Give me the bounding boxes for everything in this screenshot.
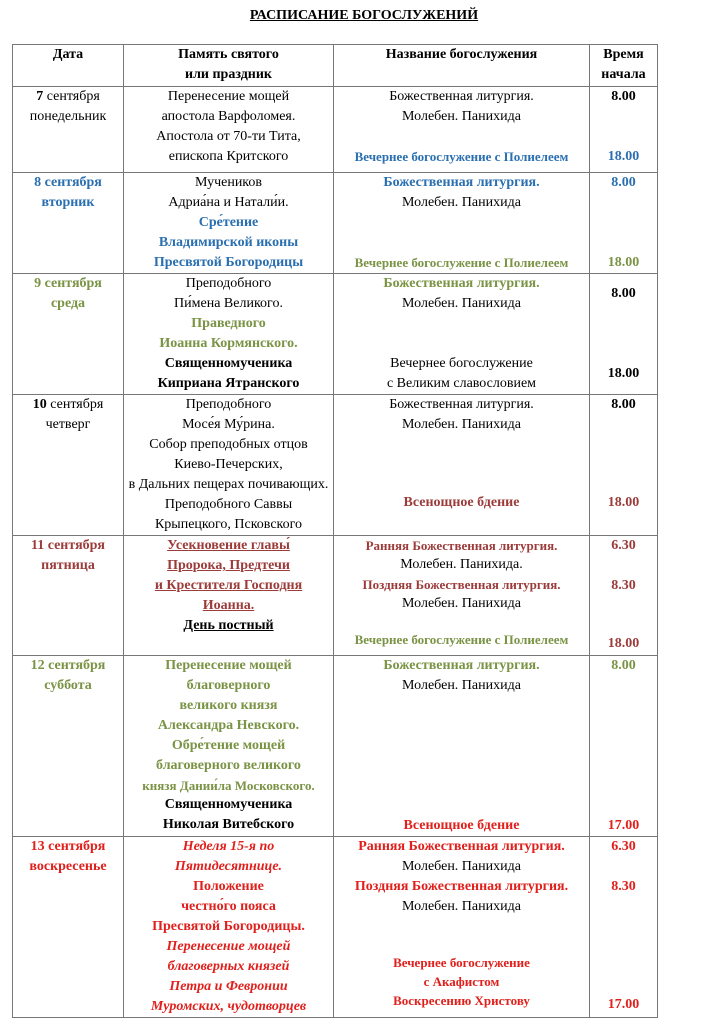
service-evening: Вечернее богослужение с Полиелеем: [354, 149, 569, 164]
memory-line: Неделя 15-я по: [182, 839, 275, 854]
memory-line: Апостола от 70-ти Тита,: [156, 129, 301, 144]
table-row: [13, 837, 658, 1018]
memory-line: в Дальних пещерах почивающих.: [128, 477, 329, 492]
date-label: 8 сентября: [34, 175, 102, 190]
memory-line: и Крестителя Господня: [154, 578, 303, 593]
header-date: Дата: [13, 45, 124, 87]
time-cell: [590, 87, 658, 173]
header-memory-line2: или праздник: [185, 67, 272, 82]
service-line: Молебен. Панихида: [402, 859, 521, 874]
memory-line: Положение: [193, 879, 264, 894]
date-cell: [13, 656, 124, 837]
weekday: пятница: [41, 558, 95, 573]
header-time-line1: Время: [603, 47, 644, 62]
weekday: вторник: [41, 195, 95, 210]
fast-day-label: День постный: [183, 618, 274, 633]
memory-line: Иоанна.: [202, 598, 255, 613]
service-line: Молебен. Панихида: [402, 296, 521, 311]
memory-line: Преподобного: [185, 397, 272, 412]
memory-line: Пресвятой Богородицы: [153, 255, 304, 270]
service-cell: [334, 87, 590, 173]
service-line: Молебен. Панихида: [402, 417, 521, 432]
date-cell: [13, 87, 124, 173]
service-vigil: Всенощное бдение: [403, 818, 520, 833]
service-line: Молебен. Панихида: [402, 596, 521, 611]
service-line: Молебен. Панихида: [402, 678, 521, 693]
date-label: 13 сентября: [30, 839, 106, 854]
service-line: Молебен. Панихида: [402, 109, 521, 124]
time-start: 8.00: [611, 658, 636, 673]
date-cell: [13, 274, 124, 395]
time-evening: 17.00: [607, 818, 640, 833]
service-line: Вечернее богослужение: [390, 356, 533, 371]
memory-line: Пророка, Предтечи: [167, 558, 290, 573]
memory-line: Пи́мена Великого.: [174, 296, 283, 311]
service-cell: [334, 837, 590, 1018]
table-row: [13, 395, 658, 536]
table-row: [13, 536, 658, 656]
memory-line: епископа Критского: [168, 149, 289, 164]
time-late: 8.30: [611, 578, 636, 593]
table-row: [13, 274, 658, 395]
memory-cell: [124, 173, 334, 274]
table-row: [13, 656, 658, 837]
service-cell: [334, 395, 590, 536]
time-evening: 18.00: [607, 255, 640, 270]
weekday: понедельник: [29, 109, 107, 124]
time-cell: [590, 536, 658, 656]
memory-cell: [124, 837, 334, 1018]
table-row: [13, 87, 658, 173]
header-time-line2: начала: [601, 67, 646, 82]
service-line: Божественная литургия.: [389, 397, 534, 412]
time-start: 8.00: [611, 286, 636, 301]
memory-line: Пятидесятнице.: [174, 859, 283, 874]
service-evening: с Акафистом: [423, 974, 500, 989]
service-line: Молебен. Панихида: [402, 195, 521, 210]
weekday: среда: [50, 296, 86, 311]
date-month: сентября: [46, 397, 104, 412]
time-early: 6.30: [611, 538, 636, 553]
time-early: 6.30: [611, 839, 636, 854]
memory-cell: [124, 395, 334, 536]
memory-line: честно́го пояса: [181, 899, 276, 914]
service-liturgy: Божественная литургия.: [383, 276, 540, 291]
date-cell: [13, 837, 124, 1018]
service-cell: [334, 173, 590, 274]
memory-cell: [124, 656, 334, 837]
service-line: Божественная литургия.: [389, 89, 534, 104]
date-cell: [13, 536, 124, 656]
service-evening: Вечернее богослужение: [393, 955, 530, 970]
memory-line: Киприана Ятранского: [157, 376, 300, 391]
time-cell: [590, 837, 658, 1018]
service-cell: [334, 656, 590, 837]
memory-cell: [124, 87, 334, 173]
memory-line: Преподобного: [185, 276, 272, 291]
service-line: Молебен. Панихида: [402, 899, 521, 914]
service-liturgy: Божественная литургия.: [383, 658, 540, 673]
header-memory: [124, 45, 334, 87]
date-number: 7: [36, 89, 44, 104]
memory-line: Адриа́на и Натали́и.: [168, 195, 289, 210]
page-title: РАСПИСАНИЕ БОГОСЛУЖЕНИЙ: [249, 8, 479, 23]
service-late-liturgy: Поздняя Божественная литургия.: [354, 879, 569, 894]
time-cell: [590, 656, 658, 837]
service-liturgy: Божественная литургия.: [383, 175, 540, 190]
memory-line: великого князя: [179, 698, 278, 713]
time-evening: 18.00: [607, 149, 640, 164]
memory-line: Собор преподобных отцов: [149, 437, 308, 452]
memory-line: Обре́тение мощей: [171, 738, 286, 753]
memory-line: Пресвятой Богородицы.: [152, 919, 305, 934]
schedule-table: [12, 44, 658, 1018]
header-memory-line1: Память святого: [178, 47, 279, 62]
service-evening: Вечернее богослужение с Полиелеем: [354, 632, 569, 647]
header-time: [590, 45, 658, 87]
date-cell: [13, 395, 124, 536]
memory-line: князя Дании́ла Московского.: [142, 778, 315, 793]
service-cell: [334, 274, 590, 395]
date-number: 10: [32, 397, 47, 412]
time-start: 8.00: [611, 175, 636, 190]
service-early-liturgy: Ранняя Божественная литургия.: [358, 839, 565, 854]
memory-line: Муромских, чудотворцев: [150, 999, 307, 1014]
service-late-liturgy: Поздняя Божественная литургия.: [362, 577, 561, 592]
weekday: воскресенье: [29, 859, 107, 874]
time-evening: 18.00: [607, 495, 640, 510]
date-label: 11 сентября: [30, 538, 106, 553]
memory-line: Киево-Печерских,: [174, 457, 283, 472]
header-service: Название богослужения: [334, 45, 590, 87]
memory-cell: [124, 536, 334, 656]
memory-line: Крыпецкого, Псковского: [154, 517, 303, 532]
time-cell: [590, 274, 658, 395]
memory-line: Перенесение мощей: [166, 939, 291, 954]
time-evening: 17.00: [607, 997, 640, 1012]
time-evening: 18.00: [607, 636, 640, 651]
weekday: четверг: [45, 417, 91, 432]
weekday: суббота: [44, 678, 92, 693]
date-label: 12 сентября: [30, 658, 106, 673]
memory-line: Сре́тение: [198, 215, 259, 230]
time-evening: 18.00: [607, 366, 640, 381]
memory-line: Праведного: [191, 316, 266, 331]
memory-line: Перенесение мощей: [165, 658, 292, 673]
memory-line: благоверного великого: [156, 758, 301, 773]
memory-line: благоверного: [186, 678, 271, 693]
memory-line: Священномученика: [164, 797, 293, 812]
memory-line: Мосе́я Му́рина.: [182, 417, 275, 432]
service-early-liturgy: Ранняя Божественная литургия.: [365, 538, 558, 553]
table-row: [13, 173, 658, 274]
memory-line: Владимирской иконы: [158, 235, 299, 250]
memory-line: Петра и Февронии: [169, 979, 288, 994]
time-start: 8.00: [611, 89, 636, 104]
service-vigil: Всенощное бдение: [403, 495, 520, 510]
date-month: сентября: [43, 89, 100, 104]
memory-line: Александра Невского.: [157, 718, 300, 733]
service-evening: Воскресению Христову: [393, 993, 530, 1008]
memory-line: апостола Варфоломея.: [161, 109, 296, 124]
memory-line: Священномученика: [164, 356, 293, 371]
memory-cell: [124, 274, 334, 395]
service-line: Молебен. Панихида.: [400, 557, 523, 572]
service-evening: Вечернее богослужение с Полиелеем: [354, 255, 569, 270]
date-cell: [13, 173, 124, 274]
memory-line: Усекновение главы́: [167, 538, 290, 553]
header-row: [13, 45, 658, 87]
time-start: 8.00: [611, 397, 636, 412]
memory-line: Преподобного Саввы: [164, 497, 293, 512]
service-cell: [334, 536, 590, 656]
memory-line: Перенесение мощей: [167, 89, 290, 104]
memory-line: Николая Витебского: [162, 817, 295, 832]
time-cell: [590, 173, 658, 274]
time-cell: [590, 395, 658, 536]
time-late: 8.30: [611, 879, 636, 894]
service-line: с Великим славословием: [386, 376, 537, 391]
date-label: 9 сентября: [34, 276, 102, 291]
memory-line: благоверных князей: [167, 959, 290, 974]
memory-line: Мучеников: [194, 175, 263, 190]
memory-line: Иоанна Кормянского.: [159, 336, 298, 351]
